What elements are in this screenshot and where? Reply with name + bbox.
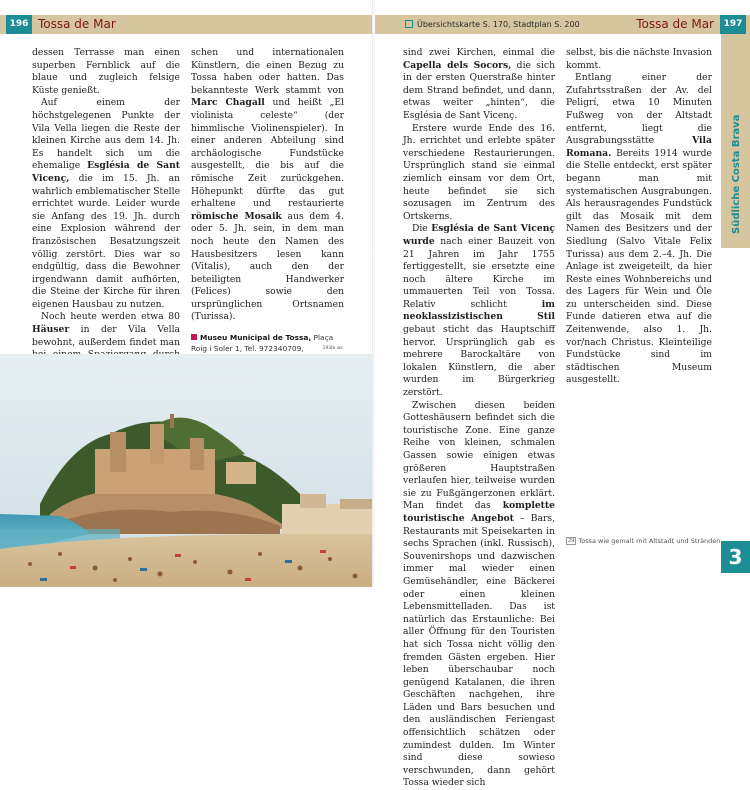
paragraph: Erstere wurde Ende des 16. Jh. errichtet und erlebte später verschiedene Restaurierungen. Ursprünglich stand sie einmal ziemlich einsam vor dem Ort, heute befindet sie sich sozusagen im Zentrum des Ortskerns. xyxy=(403,122,555,222)
text-column-1 xyxy=(403,47,555,790)
paragraph: Die Església de Sant Vicenç wurde nach einer Bauzeit von 21 Jahren im Jahr 1755 fertiggestellt, sie ersetzte eine noch ältere Kirche im ummauerten Teil von Tossa. Relativ schlicht im neoklassizistischen Stil gebaut sticht das Hauptschiff hervor. Ursprünglich gab es mehrere Barockaltäre von lokalen Künstlern, die aber wurden im Bürgerkrieg zerstört. xyxy=(403,223,555,399)
running-title: Tossa de Mar xyxy=(38,17,116,31)
page-header xyxy=(375,15,750,34)
paragraph: schen und internationalen Künstlern, die einen Bezug zu Tossa haben oder hatten. Das bekannteste Werk stammt von Marc Chagall und heißt „El violinista celeste“ (der himmlische Violinenspieler). In einer anderen Abteilung sind archäologische Fundstücke ausgestellt, die bis auf die römische Zeit zurückgehen. Höhepunkt dürfte das gut erhaltene und restaurierte römische Mosaik aus dem 4. oder 5. Jh. sein, in dem man noch heute den Namen des Hausbesitzers lesen kann (Vitalis), auch den der beteiligten Handwerker (Felices) sowie den ursprünglichen Ortsnamen (Turissa). xyxy=(191,47,344,323)
left-page xyxy=(0,0,373,587)
paragraph: sind zwei Kirchen, einmal die Capella dels Socors, die sich in der ersten Querstraße hinter dem Strand befindet, und dann, etwas weiter „hinten“, die Església de Sant Vicenç. xyxy=(403,47,555,121)
museum-details: Plaça Roig i Soler 1, Tel. 972340709, xyxy=(191,333,334,354)
map-reference-text: Übersichtskarte S. 170, Stadtplan S. 200 xyxy=(417,20,580,29)
map-reference-icon xyxy=(405,20,413,28)
paragraph: Zwischen diesen beiden Gotteshäusern befindet sich die touristische Zone. Eine ganze Reihe von kleinen, schmalen Gassen sowie einigen etwas größeren Hauptstraßen verlaufen hier, teilweise wurden sie zu Fußgängerzonen erklärt. Man findet das komplette touristische Angebot – Bars, Restaurants mit Speisekarten in sechs Sprachen (inkl. Russisch), Souvenirshops und dazwischen immer mal wieder einen Gemüsehändler, eine Bäckerei oder einen kleinen Lebensmittelladen. Das ist natürlich das Erstaunliche: Bei aller Öffnung für den Touristen hat sich Tossa nicht völlig den fremden Gästen ergeben. Hier leben überschaubar noch genügend Katalanen, die ihren Geschäften nachgehen, ihre Läden und Bars besuchen und den ausländischen Feriengast offensichtlich schätzen oder zumindest dulden. Im Winter sind diese sowieso verschwunden, dann gehört Tossa wieder sich xyxy=(403,399,555,789)
paragraph: Entlang einer der Zufahrtsstraßen der Av. del Peligrí, etwa 10 Minuten Fußweg von der Altstadt entfernt, liegt die Ausgrabungsstätte Vila Romana. Bereits 1914 wurde die Stelle entdeckt, erst später begann man mit systematischen Ausgrabungen. Als herausragendes Fundstück gilt das Mosaik mit dem Namen des Besitzers und der Siedlung (Salvo Vitale Felix Turissa) aus dem 2.–4. Jh. Die Anlage ist zweigeteilt, da hier Reste eines Wohnbereichs und des Lagers für Wein und Öle zu unterscheiden sind. Diese Funde datieren etwa auf die Zeitenwende, also 1. Jh. vor/nach Christus. Kleinteilige Fundstücke sind im städtischen Museum ausgestellt. xyxy=(566,72,712,386)
page-number: 196 xyxy=(6,15,32,34)
paragraph: Noch heute werden etwa 80 Häuser in der Vila Vella bewohnt, außerdem findet man xyxy=(32,311,180,348)
tossa-photo xyxy=(0,354,373,587)
museum-name: Museu Municipal de Tossa, xyxy=(200,333,312,343)
info-marker-icon xyxy=(191,334,197,340)
paragraph: selbst, bis die nächste Invasion kommt. xyxy=(566,47,712,71)
page-number: 197 xyxy=(720,15,746,34)
chapter-title: Südliche Costa Brava xyxy=(731,114,742,234)
paragraph: dessen Terrasse man einen superben Fernblick auf die blaue und zugleich felsige Küste genießt. xyxy=(32,47,180,96)
photo-credit: 193tk ws xyxy=(322,346,343,351)
camera-icon: 29 xyxy=(568,538,575,544)
text-column-2 xyxy=(566,47,712,387)
running-title: Tossa de Mar xyxy=(636,17,714,31)
right-page xyxy=(375,0,750,789)
chapter-number: 3 xyxy=(721,541,750,573)
photo-caption xyxy=(566,537,720,545)
paragraph: Auf einem der höchstgelegenen Punkte der Vila Vella liegen die Reste der kleinen Kirche aus dem 14. Jh. Es handelt sich um die ehemalige Església de Sant Vicenç, die im 15. Jh. an wahrlich emblematischer Stelle errichtet wurde. Leider wurde sie Anfang des 19. Jh. durch eine Explosion während der französischen Besatzungszeit völlig zerstört. Dies war so endgültig, dass die Bewohner irgendwann damit aufhörten, die Steine der Kirche für ihren eigenen Hausbau zu nutzen. xyxy=(32,97,181,310)
page-header xyxy=(0,15,373,34)
caption-text: Tossa wie gemalt mit Altstadt und Stränden xyxy=(578,537,721,545)
map-cross-reference xyxy=(405,15,580,34)
chapter-side-tab xyxy=(721,34,750,248)
